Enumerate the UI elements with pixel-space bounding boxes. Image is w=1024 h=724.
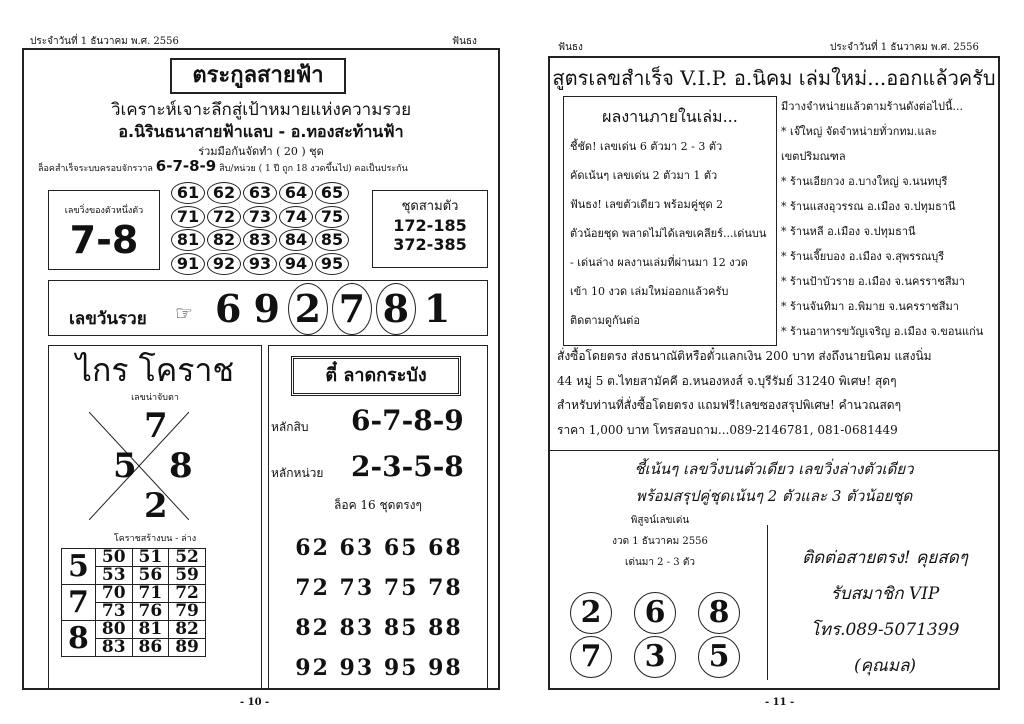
circled-number: 61 [171, 182, 205, 204]
circled-number: 82 [207, 229, 241, 251]
shop-item: เขตปริมณฑล [781, 150, 846, 163]
inner-line: - เด่นล่าง ผลงานเล่มที่ผ่านมา 12 งวด [570, 256, 748, 269]
order-line: สั่งซื้อโดยตรง ส่งธนาณัติหรือตั๋วแลกเงิน 200 บาท ส่งถึงนายนิคม แสงนิ่ม [557, 349, 932, 363]
table-row [62, 549, 206, 567]
proof-text [560, 510, 760, 573]
pointing-hand-icon: ☞ [175, 301, 193, 325]
krai-caption: โคราชสร้างบน - ล่าง [113, 534, 197, 544]
krai-sub: เลขน่าจับตา [131, 393, 179, 403]
circled-number: 72 [207, 206, 241, 228]
contact-line: รับสมาชิก VIP [830, 584, 940, 604]
krai-title: ไกร โคราช [75, 351, 235, 389]
cross-left: 5 [113, 446, 137, 486]
cross-right: 8 [169, 446, 193, 486]
shop-item: * ร้านอาหารขวัญเจริญ อ.เมือง จ.ขอนแก่น [781, 325, 984, 338]
proof-digit: 8 [698, 592, 740, 634]
left-authors: อ.นิรินธนาสายฟ้าแลบ - อ.ทองสะท้านฟ้า [118, 122, 404, 141]
tens-value: 6-7-8-9 [351, 404, 464, 437]
shop-item: * ร้านหลี อ.เมือง จ.ปทุมธานี [781, 225, 916, 238]
circled-row [170, 252, 350, 276]
table-cell: 52 [169, 549, 206, 567]
krai-table [61, 548, 206, 657]
circled-row [170, 228, 350, 252]
proof-digit: 2 [570, 592, 612, 634]
order-text [557, 344, 932, 442]
three-value: 172-185 [393, 216, 467, 235]
table-cell: 70 [95, 585, 132, 603]
shop-item: * เจ๊ใหญ่ จัดจำหน่ายทั่วกทม.และ [781, 125, 938, 138]
shop-list [781, 94, 995, 344]
promo-text [548, 456, 1000, 510]
table-cell: 80 [95, 621, 132, 639]
left-title: ตระกูลสายฟ้า [170, 58, 346, 94]
lock16-row: 82 83 85 88 [295, 615, 463, 641]
cross-top: 7 [144, 406, 168, 446]
right-header-brand: ฟันธง [558, 42, 583, 53]
table-row [62, 585, 206, 603]
lock16-grid [277, 528, 481, 688]
units-value: 2-3-5-8 [351, 450, 464, 483]
table-cell: 50 [95, 549, 132, 567]
lucky-digit: 6 [215, 286, 242, 331]
circled-row [170, 205, 350, 229]
circled-number: 91 [171, 253, 205, 275]
three-value: 372-385 [393, 235, 467, 254]
table-cell: 79 [169, 603, 206, 621]
contact-line: โทร.089-5071399 [810, 620, 960, 640]
inner-line: ชี้ชัด! เลขเด่น 6 ตัวมา 2 - 3 ตัว [570, 140, 723, 153]
inner-line: ฟันธง! เลขตัวเดียว พร้อมคู่ชุด 2 [570, 198, 724, 211]
table-cell: 72 [169, 585, 206, 603]
circled-number: 73 [243, 206, 277, 228]
tens-label: หลักสิบ [271, 420, 309, 434]
lock16-row: 92 93 95 98 [295, 655, 463, 681]
single-label: เลขวิ่งของตัวหนึ่งตัว [64, 206, 144, 216]
proof-digit: 7 [570, 636, 612, 678]
lock16-row: 72 73 75 78 [295, 575, 463, 601]
table-cell: 71 [132, 585, 169, 603]
contact-text [770, 540, 1000, 684]
proof-digits [560, 590, 765, 678]
inner-line: ติดตามดูกันต่อ [570, 314, 640, 327]
lock-digits: 6-7-8-9 [155, 157, 217, 175]
cross-bottom: 2 [144, 486, 168, 526]
divider [549, 450, 999, 451]
left-header-date: ประจำวันที่ 1 ธันวาคม พ.ศ. 2556 [30, 36, 179, 47]
inner-line: ตัวน้อยชุด พลาดไม่ได้เลขเคลียร์...เด่นบน [570, 227, 767, 240]
lucky-digit: 8 [376, 283, 416, 335]
shop-item: * ร้านเจี๊ยบอง อ.เมือง จ.สุพรรณบุรี [781, 250, 945, 263]
three-box [372, 190, 488, 268]
contact-line: (คุณมล) [853, 656, 917, 676]
circled-number: 63 [243, 182, 277, 204]
circled-number: 95 [315, 253, 349, 275]
order-line: ราคา 1,000 บาท โทรสอบถาม...089-2146781, 081-0681449 [557, 422, 898, 437]
right-page-number: - 11 - [765, 697, 795, 708]
proof-line: เด่นมา 2 - 3 ตัว [625, 557, 695, 568]
single-box [48, 190, 160, 270]
circled-number: 85 [315, 229, 349, 251]
circled-row [170, 181, 350, 205]
table-cell: 89 [169, 639, 206, 657]
table-cell: 83 [95, 639, 132, 657]
table-cell: 53 [95, 567, 132, 585]
tee-title: ตี๋ ลาดกระบัง [291, 356, 461, 396]
tee-box [268, 345, 488, 690]
inner-line: เข้า 10 งวด เล่มใหม่ออกแล้วครับ [570, 285, 729, 298]
right-header-date: ประจำวันที่ 1 ธันวาคม พ.ศ. 2556 [830, 42, 979, 53]
circled-number: 74 [279, 206, 313, 228]
circled-number: 94 [279, 253, 313, 275]
table-cell: 81 [132, 621, 169, 639]
table-key: 7 [62, 585, 96, 621]
lock16-label: ล็อค 16 ชุดตรงๆ [334, 498, 422, 512]
circled-number: 75 [315, 206, 349, 228]
vertical-divider [767, 525, 768, 680]
lucky-label: เลขวันรวย [69, 309, 147, 329]
table-key: 8 [62, 621, 96, 657]
circled-number: 62 [207, 182, 241, 204]
proof-digit: 3 [634, 636, 676, 678]
table-cell: 59 [169, 567, 206, 585]
circled-number-grid [170, 181, 350, 275]
shop-item: * ร้านเอียกวง อ.บางใหญ่ จ.นนทบุรี [781, 175, 948, 188]
left-lock-line [38, 157, 408, 175]
inner-box [563, 96, 777, 346]
lucky-digit: 1 [423, 286, 451, 331]
shop-item: มีวางจำหน่ายแล้วตามร้านดังต่อไปนี้... [781, 100, 963, 113]
circled-number: 81 [171, 229, 205, 251]
table-cell: 86 [132, 639, 169, 657]
proof-digit: 5 [698, 636, 740, 678]
shop-item: * ร้านแสงอุวรรณ อ.เมือง จ.ปทุมธานี [781, 200, 956, 213]
inner-title: ผลงานภายในเล่ม... [602, 107, 738, 126]
proof-line: งวด 1 ธันวาคม 2556 [612, 536, 708, 547]
table-cell: 82 [169, 621, 206, 639]
lock-prefix: ล็อคสำเร็จระบบครอบจักรวาล [38, 164, 153, 174]
circled-number: 65 [315, 182, 349, 204]
inner-line: คัดเน้นๆ เลขเด่น 2 ตัวมา 1 ตัว [570, 169, 718, 182]
contact-line: ติดต่อสายตรง! คุยสดๆ [802, 548, 968, 568]
proof-line: พิสูจน์เลขเด่น [630, 515, 690, 526]
order-line: 44 หมู่ 5 ต.ไทยสามัคคี อ.หนองหงส์ จ.บุรีรัมย์ 31240 พิเศษ! สุดๆ [557, 373, 897, 388]
table-row [62, 621, 206, 639]
lock16-row: 62 63 65 68 [295, 535, 463, 561]
lucky-digit: 2 [288, 283, 328, 335]
table-cell: 73 [95, 603, 132, 621]
lucky-digit: 7 [332, 283, 372, 335]
circled-number: 64 [279, 182, 313, 204]
three-label: ชุดสามตัว [401, 199, 459, 214]
left-subtitle: วิเคราะห์เจาะลึกสู่เป้าหมายแห่งความรวย [110, 100, 412, 120]
proof-digit: 6 [634, 592, 676, 634]
left-collab: ร่วมมือกันจัดทำ ( 20 ) ชุด [198, 145, 324, 158]
lock-suffix: สิบ/หน่วย ( 1 ปี ถูก 18 งวดขึ้นไป) คอเป็นประกัน [219, 164, 408, 174]
shop-item: * ร้านจันทิมา อ.พิมาย จ.นครราชสีมา [781, 300, 959, 313]
circled-number: 93 [243, 253, 277, 275]
circled-number: 84 [279, 229, 313, 251]
units-label: หลักหน่วย [271, 466, 324, 480]
table-key: 5 [62, 549, 96, 585]
lucky-digits [209, 283, 456, 335]
single-value: 7-8 [69, 218, 139, 262]
krai-box [48, 345, 262, 690]
lucky-digit: 9 [253, 286, 280, 331]
table-cell: 76 [132, 603, 169, 621]
circled-number: 83 [243, 229, 277, 251]
circled-number: 71 [171, 206, 205, 228]
promo-line: พร้อมสรุปคู่ชุดเน้นๆ 2 ตัวและ 3 ตัวน้อยชุด [635, 487, 913, 505]
shop-item: * ร้านป้าบัวราย อ.เมือง จ.นครราชสีมา [781, 275, 965, 288]
order-line: สำหรับท่านที่สั่งซื้อโดยตรง แถมฟรี!เลขซองสรุปพิเศษ! คำนวณสดๆ [557, 398, 902, 412]
promo-line: ชี้เน้นๆ เลขวิ่งบนตัวเดียว เลขวิ่งล่างตัวเดียว [634, 460, 914, 478]
circled-number: 92 [207, 253, 241, 275]
table-cell: 56 [132, 567, 169, 585]
left-header-brand: ฟันธง [452, 36, 477, 47]
right-title: สูตรเลขสำเร็จ V.I.P. อ.นิคม เล่มใหม่...ออกแล้วครับ [552, 66, 996, 90]
lucky-box [48, 280, 488, 336]
table-cell: 51 [132, 549, 169, 567]
left-page-number: - 10 - [240, 697, 270, 708]
